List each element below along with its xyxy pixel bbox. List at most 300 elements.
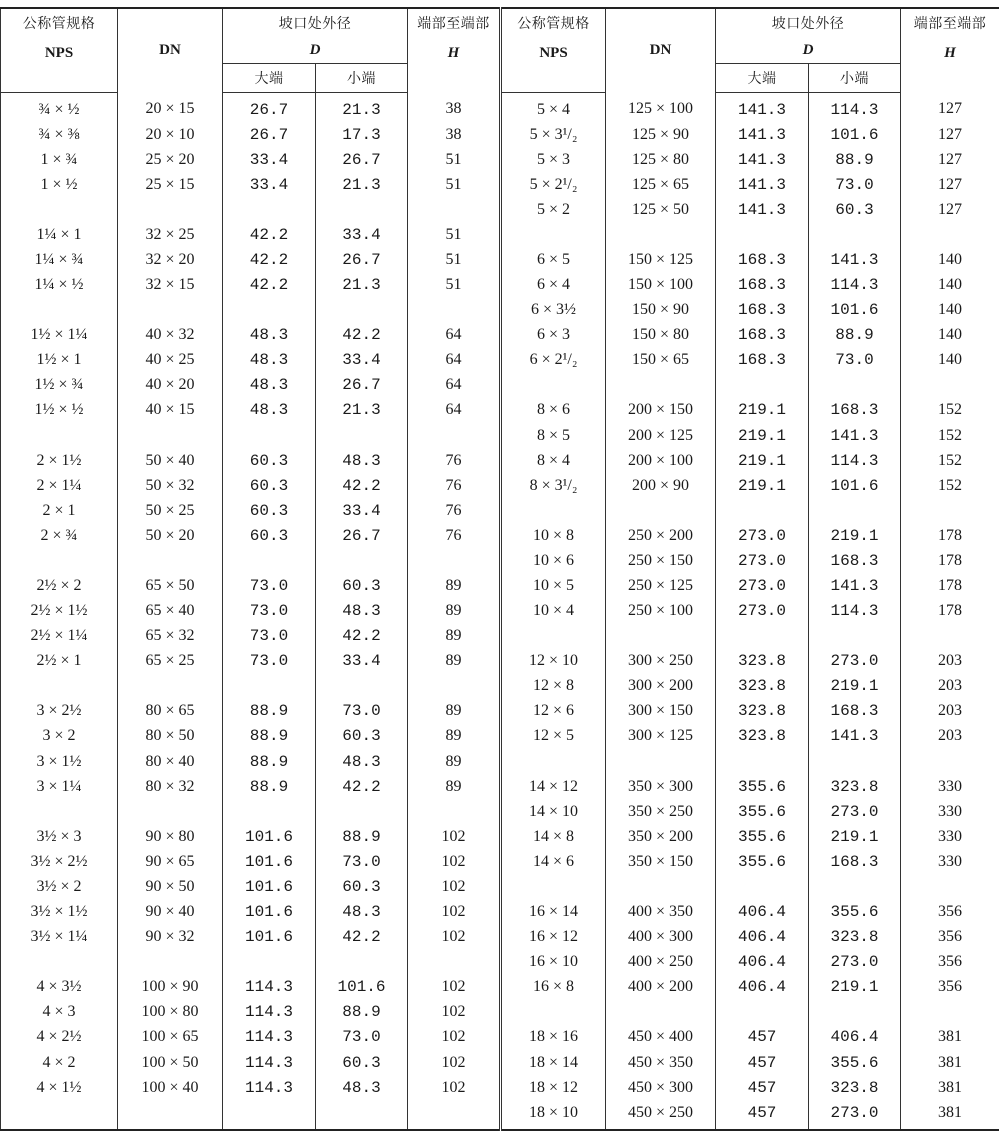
right-cell-dn: 450 × 250 bbox=[606, 1100, 716, 1130]
header-od-cn-left: 坡口处外径 bbox=[223, 8, 408, 37]
left-cell-h: 102 bbox=[408, 849, 501, 874]
right-cell-big: 323.8 bbox=[716, 699, 809, 724]
left-cell-small: 21.3 bbox=[316, 172, 408, 197]
left-cell-dn: 32 × 25 bbox=[118, 222, 223, 247]
right-cell-big: 273.0 bbox=[716, 599, 809, 624]
left-cell-h: 89 bbox=[408, 774, 501, 799]
right-cell-small: 60.3 bbox=[809, 197, 901, 222]
left-cell-h bbox=[408, 548, 501, 573]
left-cell-h: 64 bbox=[408, 323, 501, 348]
right-cell-h: 203 bbox=[901, 649, 999, 674]
left-cell-dn: 50 × 32 bbox=[118, 473, 223, 498]
right-cell-nps: 14 × 10 bbox=[501, 799, 606, 824]
right-cell-dn: 400 × 200 bbox=[606, 975, 716, 1000]
left-cell-big: 101.6 bbox=[223, 874, 316, 899]
left-cell-nps: 3 × 1¼ bbox=[1, 774, 118, 799]
right-cell-big: 141.3 bbox=[716, 147, 809, 172]
right-cell-nps bbox=[501, 373, 606, 398]
left-cell-small: 88.9 bbox=[316, 1000, 408, 1025]
right-cell-nps: 5 × 2 bbox=[501, 197, 606, 222]
right-cell-h: 330 bbox=[901, 799, 999, 824]
right-cell-small bbox=[809, 874, 901, 899]
right-cell-dn: 150 × 100 bbox=[606, 273, 716, 298]
right-cell-small bbox=[809, 222, 901, 247]
right-cell-nps: 12 × 5 bbox=[501, 724, 606, 749]
header-nps-cn: 公称管规格 bbox=[1, 9, 117, 33]
right-cell-dn: 150 × 90 bbox=[606, 298, 716, 323]
left-cell-small bbox=[316, 197, 408, 222]
right-cell-h: 178 bbox=[901, 573, 999, 598]
left-cell-dn: 32 × 15 bbox=[118, 273, 223, 298]
left-cell-nps: 4 × 2½ bbox=[1, 1025, 118, 1050]
right-cell-dn: 300 × 125 bbox=[606, 724, 716, 749]
table-row bbox=[1, 1000, 999, 1025]
left-cell-h: 102 bbox=[408, 1025, 501, 1050]
right-cell-small: 101.6 bbox=[809, 122, 901, 147]
right-cell-h: 140 bbox=[901, 298, 999, 323]
left-cell-h: 51 bbox=[408, 147, 501, 172]
left-cell-big: 114.3 bbox=[223, 1000, 316, 1025]
right-cell-nps: 12 × 10 bbox=[501, 649, 606, 674]
left-cell-big bbox=[223, 298, 316, 323]
left-cell-h: 102 bbox=[408, 824, 501, 849]
right-cell-h: 203 bbox=[901, 674, 999, 699]
right-cell-small: 88.9 bbox=[809, 147, 901, 172]
right-cell-dn bbox=[606, 874, 716, 899]
right-cell-dn bbox=[606, 1000, 716, 1025]
left-cell-h: 102 bbox=[408, 900, 501, 925]
header-nps-right-spacer bbox=[501, 64, 606, 93]
left-cell-dn: 25 × 20 bbox=[118, 147, 223, 172]
table-row bbox=[1, 900, 999, 925]
right-cell-big: 219.1 bbox=[716, 473, 809, 498]
table-row bbox=[1, 1050, 999, 1075]
left-cell-h bbox=[408, 197, 501, 222]
table-row bbox=[1, 473, 999, 498]
left-cell-small bbox=[316, 674, 408, 699]
right-cell-big: 273.0 bbox=[716, 573, 809, 598]
right-cell-small: 273.0 bbox=[809, 649, 901, 674]
right-cell-big: 168.3 bbox=[716, 323, 809, 348]
left-cell-dn: 100 × 65 bbox=[118, 1025, 223, 1050]
right-cell-dn: 125 × 80 bbox=[606, 147, 716, 172]
right-cell-big: 141.3 bbox=[716, 172, 809, 197]
left-cell-dn: 80 × 50 bbox=[118, 724, 223, 749]
left-cell-dn: 80 × 40 bbox=[118, 749, 223, 774]
table-row bbox=[1, 674, 999, 699]
left-cell-small bbox=[316, 423, 408, 448]
right-cell-big: 355.6 bbox=[716, 849, 809, 874]
table-row bbox=[1, 950, 999, 975]
left-cell-h bbox=[408, 674, 501, 699]
table-row bbox=[1, 649, 999, 674]
right-cell-dn: 200 × 150 bbox=[606, 398, 716, 423]
right-cell-nps: 18 × 14 bbox=[501, 1050, 606, 1075]
left-cell-big: 42.2 bbox=[223, 222, 316, 247]
left-cell-dn: 65 × 25 bbox=[118, 649, 223, 674]
table-row bbox=[1, 724, 999, 749]
left-cell-dn: 32 × 20 bbox=[118, 247, 223, 272]
left-cell-nps: 3½ × 2 bbox=[1, 874, 118, 899]
header-nps-en: NPS bbox=[1, 33, 117, 62]
table-row bbox=[1, 93, 999, 123]
left-cell-dn: 100 × 40 bbox=[118, 1075, 223, 1100]
left-cell-big: 48.3 bbox=[223, 323, 316, 348]
table-row bbox=[1, 548, 999, 573]
right-cell-nps bbox=[501, 222, 606, 247]
table-row bbox=[1, 1100, 999, 1130]
table-row bbox=[1, 247, 999, 272]
right-cell-big: 168.3 bbox=[716, 273, 809, 298]
left-cell-dn bbox=[118, 298, 223, 323]
table-row bbox=[1, 599, 999, 624]
right-cell-nps bbox=[501, 498, 606, 523]
table-body bbox=[1, 93, 999, 1131]
right-cell-big bbox=[716, 749, 809, 774]
right-cell-small: 101.6 bbox=[809, 473, 901, 498]
right-cell-big: 406.4 bbox=[716, 900, 809, 925]
left-cell-h: 89 bbox=[408, 649, 501, 674]
table-row bbox=[1, 448, 999, 473]
left-cell-nps: 3½ × 1½ bbox=[1, 900, 118, 925]
right-cell-dn: 400 × 350 bbox=[606, 900, 716, 925]
left-cell-dn bbox=[118, 548, 223, 573]
right-cell-h bbox=[901, 874, 999, 899]
right-cell-small: 168.3 bbox=[809, 849, 901, 874]
left-cell-small bbox=[316, 799, 408, 824]
right-cell-h: 127 bbox=[901, 147, 999, 172]
right-cell-nps: 5 × 2¹/₂ bbox=[501, 172, 606, 197]
right-cell-dn: 200 × 125 bbox=[606, 423, 716, 448]
left-cell-h bbox=[408, 799, 501, 824]
left-cell-h: 76 bbox=[408, 498, 501, 523]
left-cell-h: 76 bbox=[408, 473, 501, 498]
left-cell-small: 42.2 bbox=[316, 774, 408, 799]
left-cell-dn: 65 × 40 bbox=[118, 599, 223, 624]
left-cell-dn: 100 × 50 bbox=[118, 1050, 223, 1075]
left-cell-h: 64 bbox=[408, 398, 501, 423]
left-cell-big: 88.9 bbox=[223, 724, 316, 749]
left-cell-big bbox=[223, 548, 316, 573]
table-row bbox=[1, 749, 999, 774]
left-cell-big: 101.6 bbox=[223, 925, 316, 950]
left-cell-big: 114.3 bbox=[223, 1075, 316, 1100]
left-cell-dn: 80 × 65 bbox=[118, 699, 223, 724]
table-row bbox=[1, 498, 999, 523]
left-cell-nps: 2 × 1 bbox=[1, 498, 118, 523]
right-cell-small: 323.8 bbox=[809, 774, 901, 799]
right-cell-big bbox=[716, 624, 809, 649]
right-cell-nps: 16 × 14 bbox=[501, 900, 606, 925]
header-nps-right bbox=[501, 8, 606, 64]
left-cell-dn: 100 × 80 bbox=[118, 1000, 223, 1025]
left-cell-small: 48.3 bbox=[316, 448, 408, 473]
right-cell-h bbox=[901, 749, 999, 774]
left-cell-big: 26.7 bbox=[223, 122, 316, 147]
right-cell-h: 381 bbox=[901, 1050, 999, 1075]
right-cell-small: 168.3 bbox=[809, 398, 901, 423]
right-cell-big: 168.3 bbox=[716, 348, 809, 373]
left-cell-nps bbox=[1, 298, 118, 323]
left-cell-small: 60.3 bbox=[316, 724, 408, 749]
left-cell-big: 60.3 bbox=[223, 473, 316, 498]
left-cell-small: 26.7 bbox=[316, 523, 408, 548]
left-cell-small: 26.7 bbox=[316, 247, 408, 272]
header-h-right bbox=[901, 8, 999, 93]
left-cell-h: 64 bbox=[408, 348, 501, 373]
left-cell-nps: 1½ × 1¼ bbox=[1, 323, 118, 348]
right-cell-h: 178 bbox=[901, 599, 999, 624]
left-cell-h: 89 bbox=[408, 699, 501, 724]
right-cell-nps: 6 × 4 bbox=[501, 273, 606, 298]
left-cell-big: 114.3 bbox=[223, 1050, 316, 1075]
left-cell-big: 48.3 bbox=[223, 373, 316, 398]
right-cell-small: 273.0 bbox=[809, 799, 901, 824]
right-cell-h: 356 bbox=[901, 900, 999, 925]
right-cell-h bbox=[901, 498, 999, 523]
left-cell-nps: 4 × 1½ bbox=[1, 1075, 118, 1100]
left-cell-big: 60.3 bbox=[223, 523, 316, 548]
left-cell-dn: 90 × 65 bbox=[118, 849, 223, 874]
right-cell-big: 355.6 bbox=[716, 824, 809, 849]
left-cell-small: 48.3 bbox=[316, 599, 408, 624]
right-cell-big bbox=[716, 373, 809, 398]
left-cell-h: 102 bbox=[408, 1075, 501, 1100]
right-cell-h: 330 bbox=[901, 774, 999, 799]
right-cell-big: 355.6 bbox=[716, 774, 809, 799]
right-cell-big: 141.3 bbox=[716, 197, 809, 222]
left-cell-dn bbox=[118, 423, 223, 448]
left-cell-small: 26.7 bbox=[316, 147, 408, 172]
left-cell-h: 51 bbox=[408, 273, 501, 298]
left-cell-nps bbox=[1, 423, 118, 448]
table-row bbox=[1, 799, 999, 824]
right-cell-nps: 10 × 8 bbox=[501, 523, 606, 548]
right-cell-dn: 300 × 250 bbox=[606, 649, 716, 674]
right-cell-nps: 18 × 10 bbox=[501, 1100, 606, 1130]
left-cell-dn: 100 × 90 bbox=[118, 975, 223, 1000]
table-row bbox=[1, 925, 999, 950]
right-cell-nps: 16 × 10 bbox=[501, 950, 606, 975]
right-cell-h: 178 bbox=[901, 548, 999, 573]
left-cell-big: 73.0 bbox=[223, 573, 316, 598]
right-cell-small: 141.3 bbox=[809, 573, 901, 598]
left-cell-nps: 3½ × 2½ bbox=[1, 849, 118, 874]
right-cell-big: 219.1 bbox=[716, 423, 809, 448]
left-cell-h: 38 bbox=[408, 93, 501, 123]
left-cell-big: 88.9 bbox=[223, 699, 316, 724]
right-cell-h: 152 bbox=[901, 423, 999, 448]
right-cell-big: 355.6 bbox=[716, 799, 809, 824]
right-cell-h: 140 bbox=[901, 247, 999, 272]
left-cell-big: 101.6 bbox=[223, 849, 316, 874]
right-cell-nps: 5 × 3¹/₂ bbox=[501, 122, 606, 147]
right-cell-big: 457 bbox=[716, 1075, 809, 1100]
right-cell-big: 457 bbox=[716, 1100, 809, 1130]
left-cell-nps: 2½ × 1¼ bbox=[1, 624, 118, 649]
left-cell-big bbox=[223, 799, 316, 824]
right-cell-nps: 10 × 4 bbox=[501, 599, 606, 624]
right-cell-nps: 5 × 3 bbox=[501, 147, 606, 172]
left-cell-dn: 65 × 50 bbox=[118, 573, 223, 598]
left-cell-big: 26.7 bbox=[223, 93, 316, 123]
left-cell-small: 21.3 bbox=[316, 93, 408, 123]
left-cell-nps: 1¼ × ½ bbox=[1, 273, 118, 298]
right-cell-big: 323.8 bbox=[716, 674, 809, 699]
right-cell-small: 323.8 bbox=[809, 1075, 901, 1100]
table-row bbox=[1, 523, 999, 548]
left-cell-h: 89 bbox=[408, 599, 501, 624]
table-row bbox=[1, 373, 999, 398]
right-cell-big: 457 bbox=[716, 1025, 809, 1050]
left-cell-h: 51 bbox=[408, 247, 501, 272]
left-cell-dn: 80 × 32 bbox=[118, 774, 223, 799]
left-cell-h bbox=[408, 423, 501, 448]
left-cell-nps bbox=[1, 674, 118, 699]
left-cell-small: 60.3 bbox=[316, 573, 408, 598]
right-cell-h: 330 bbox=[901, 824, 999, 849]
right-cell-small: 219.1 bbox=[809, 523, 901, 548]
left-cell-small: 21.3 bbox=[316, 273, 408, 298]
left-cell-dn: 50 × 40 bbox=[118, 448, 223, 473]
right-cell-small: 73.0 bbox=[809, 348, 901, 373]
left-cell-small: 17.3 bbox=[316, 122, 408, 147]
reducer-dimension-table bbox=[0, 7, 999, 1131]
left-cell-dn bbox=[118, 799, 223, 824]
left-cell-small: 73.0 bbox=[316, 699, 408, 724]
table-row bbox=[1, 348, 999, 373]
left-cell-small: 33.4 bbox=[316, 498, 408, 523]
left-cell-dn bbox=[118, 674, 223, 699]
left-cell-h: 89 bbox=[408, 573, 501, 598]
left-cell-small bbox=[316, 950, 408, 975]
left-cell-nps: 1½ × 1 bbox=[1, 348, 118, 373]
right-cell-h bbox=[901, 373, 999, 398]
right-cell-h: 140 bbox=[901, 273, 999, 298]
table-row bbox=[1, 849, 999, 874]
right-cell-dn bbox=[606, 373, 716, 398]
left-cell-nps: 2 × 1½ bbox=[1, 448, 118, 473]
left-cell-small: 21.3 bbox=[316, 398, 408, 423]
left-cell-dn: 90 × 50 bbox=[118, 874, 223, 899]
left-cell-dn: 90 × 40 bbox=[118, 900, 223, 925]
right-cell-h: 381 bbox=[901, 1100, 999, 1130]
right-cell-small: 141.3 bbox=[809, 247, 901, 272]
table-row bbox=[1, 774, 999, 799]
right-cell-nps: 10 × 6 bbox=[501, 548, 606, 573]
left-cell-nps: 1¼ × 1 bbox=[1, 222, 118, 247]
left-cell-nps: 3 × 1½ bbox=[1, 749, 118, 774]
right-cell-dn: 150 × 80 bbox=[606, 323, 716, 348]
left-cell-small: 26.7 bbox=[316, 373, 408, 398]
header-small-end-left: 小端 bbox=[316, 64, 408, 93]
right-cell-small bbox=[809, 498, 901, 523]
left-cell-h bbox=[408, 1100, 501, 1130]
left-cell-nps bbox=[1, 1100, 118, 1130]
header-small-end-right: 小端 bbox=[809, 64, 901, 93]
left-cell-nps: 3 × 2 bbox=[1, 724, 118, 749]
right-cell-nps bbox=[501, 874, 606, 899]
right-cell-nps: 6 × 5 bbox=[501, 247, 606, 272]
right-cell-h: 127 bbox=[901, 93, 999, 123]
right-cell-dn: 350 × 250 bbox=[606, 799, 716, 824]
right-cell-small: 355.6 bbox=[809, 1050, 901, 1075]
header-od-sym-left: D bbox=[223, 37, 408, 64]
right-cell-big: 323.8 bbox=[716, 649, 809, 674]
right-cell-h: 203 bbox=[901, 724, 999, 749]
table-row bbox=[1, 573, 999, 598]
right-cell-dn: 150 × 65 bbox=[606, 348, 716, 373]
right-cell-big bbox=[716, 222, 809, 247]
header-dn-left: DN bbox=[118, 8, 223, 93]
right-cell-big bbox=[716, 498, 809, 523]
right-cell-big bbox=[716, 874, 809, 899]
left-cell-nps: 2½ × 1½ bbox=[1, 599, 118, 624]
table-row bbox=[1, 699, 999, 724]
right-cell-dn: 200 × 90 bbox=[606, 473, 716, 498]
left-cell-nps: 3½ × 3 bbox=[1, 824, 118, 849]
left-cell-nps: 1½ × ½ bbox=[1, 398, 118, 423]
right-cell-small: 219.1 bbox=[809, 824, 901, 849]
left-cell-nps: 2 × ¾ bbox=[1, 523, 118, 548]
left-cell-dn: 25 × 15 bbox=[118, 172, 223, 197]
right-cell-dn: 450 × 300 bbox=[606, 1075, 716, 1100]
left-cell-small bbox=[316, 1100, 408, 1130]
left-cell-big: 114.3 bbox=[223, 1025, 316, 1050]
right-cell-small: 168.3 bbox=[809, 699, 901, 724]
left-cell-dn: 90 × 32 bbox=[118, 925, 223, 950]
left-cell-nps bbox=[1, 799, 118, 824]
left-cell-big bbox=[223, 423, 316, 448]
left-cell-small: 101.6 bbox=[316, 975, 408, 1000]
header-h-sym: H bbox=[901, 33, 999, 62]
right-cell-nps bbox=[501, 624, 606, 649]
right-cell-small: 73.0 bbox=[809, 172, 901, 197]
right-cell-h: 356 bbox=[901, 975, 999, 1000]
right-cell-dn: 250 × 200 bbox=[606, 523, 716, 548]
left-cell-dn bbox=[118, 197, 223, 222]
table-row bbox=[1, 222, 999, 247]
table-row bbox=[1, 975, 999, 1000]
right-cell-small bbox=[809, 373, 901, 398]
left-cell-h: 102 bbox=[408, 1000, 501, 1025]
right-cell-small: 114.3 bbox=[809, 273, 901, 298]
left-cell-h: 38 bbox=[408, 122, 501, 147]
left-cell-big: 101.6 bbox=[223, 824, 316, 849]
right-cell-small: 141.3 bbox=[809, 423, 901, 448]
left-cell-nps: 4 × 2 bbox=[1, 1050, 118, 1075]
left-cell-small bbox=[316, 548, 408, 573]
left-cell-small: 42.2 bbox=[316, 624, 408, 649]
left-cell-big: 48.3 bbox=[223, 398, 316, 423]
right-cell-h: 203 bbox=[901, 699, 999, 724]
right-cell-nps: 18 × 12 bbox=[501, 1075, 606, 1100]
right-cell-dn: 125 × 90 bbox=[606, 122, 716, 147]
table-row bbox=[1, 624, 999, 649]
right-cell-small bbox=[809, 624, 901, 649]
left-cell-nps: 1¼ × ¾ bbox=[1, 247, 118, 272]
left-cell-small: 42.2 bbox=[316, 323, 408, 348]
right-cell-nps: 8 × 6 bbox=[501, 398, 606, 423]
table-row bbox=[1, 398, 999, 423]
right-cell-big: 457 bbox=[716, 1050, 809, 1075]
left-cell-big: 42.2 bbox=[223, 247, 316, 272]
left-cell-small: 88.9 bbox=[316, 824, 408, 849]
header-h-left bbox=[408, 8, 501, 93]
right-cell-h: 127 bbox=[901, 197, 999, 222]
right-cell-small: 323.8 bbox=[809, 925, 901, 950]
left-cell-h: 102 bbox=[408, 925, 501, 950]
